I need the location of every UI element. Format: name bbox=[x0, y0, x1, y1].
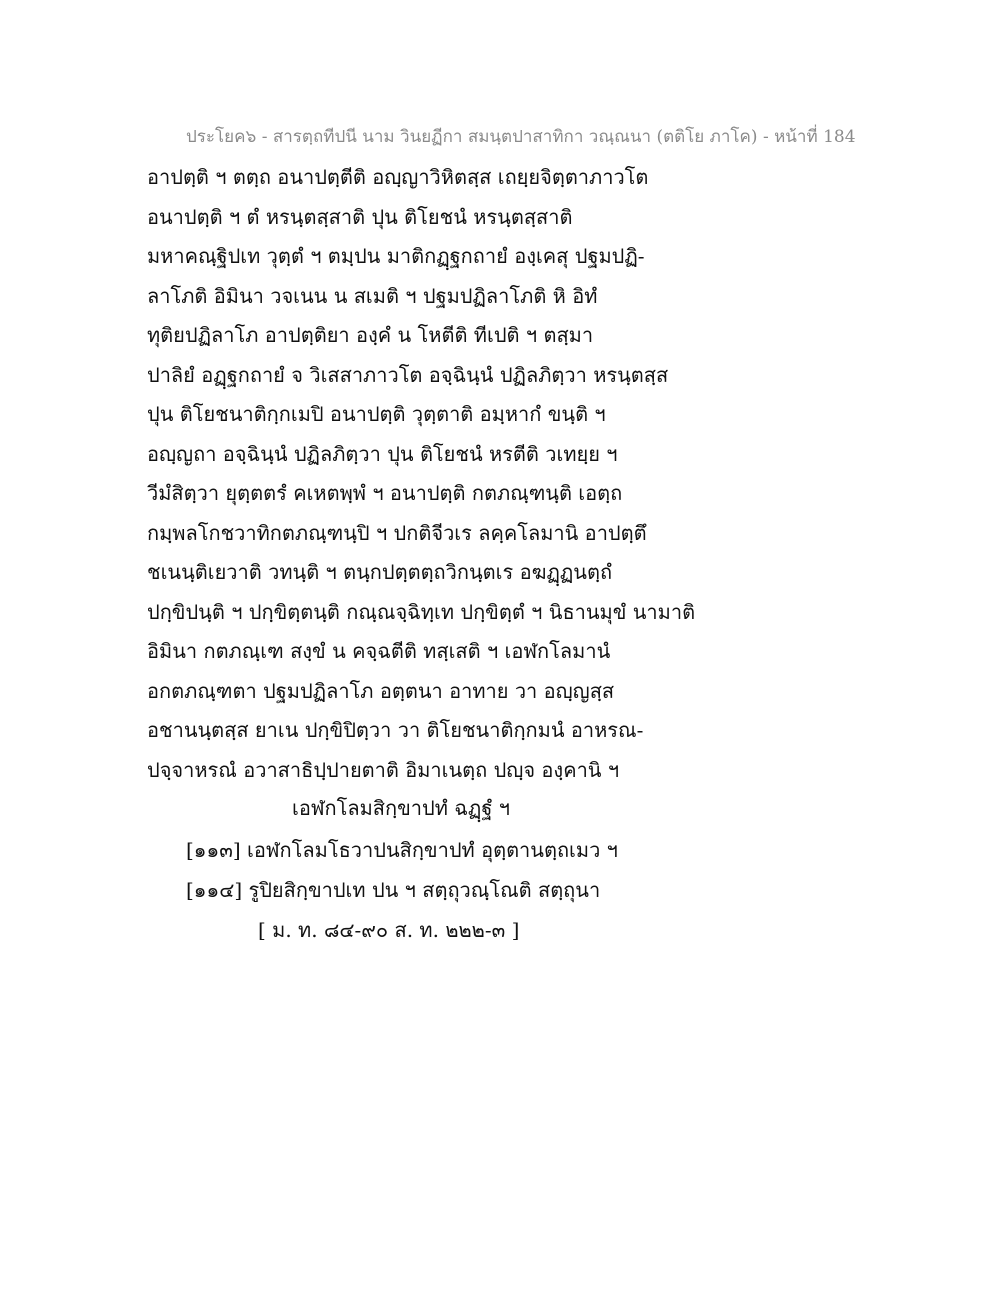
rule-title: เอฬกโลมสิกฺขาปทํ ฉฏฺฐํ ฯ bbox=[292, 796, 510, 820]
text-line: ปาลิยํ อฏฺฐกถายํ จ วิเสสาภาวโต อจฺฉินฺนํ ปฏิลภิตฺวา หรนฺตสฺส bbox=[147, 362, 669, 387]
text-line: อกตภณฺฑตา ปฐมปฏิลาโภ อตฺตนา อาทาย วา อญฺญสฺส bbox=[147, 678, 615, 703]
text-line: อนาปตฺติ ฯ ตํ หรนฺตสฺสาติ ปุน ติโยชนํ หรนฺตสฺสาติ bbox=[147, 204, 573, 229]
text-line: ทุติยปฏิลาโภ อาปตฺติยา องฺคํ น โหตีติ ทีเปติ ฯ ตสฺมา bbox=[147, 323, 594, 347]
reference-citation: [ ม. ท. ๘๔-๙๐ ส. ท. ๒๒๒-๓ ] bbox=[258, 918, 520, 942]
text-line: ปจฺจาหรณํ อวาสาธิปฺปายตาติ อิมาเนตฺถ ปญฺจ องฺคานิ ฯ bbox=[147, 757, 620, 782]
paragraph-113: [๑๑๓] เอฬกโลมโธวาปนสิกฺขาปทํ อุตฺตานตฺถเมว ฯ bbox=[186, 838, 618, 862]
paragraph-114: [๑๑๔] รูปิยสิกฺขาปเท ปน ฯ สตฺถุวณฺโณติ สตฺถุนา bbox=[186, 878, 601, 902]
text-line: มหาคณฺฐิปเท วุตฺตํ ฯ ตมฺปน มาติกฏฺฐกถายํ องฺเคสุ ปฐมปฏิ- bbox=[147, 244, 645, 268]
text-line: กมฺพลโกชวาทิกตภณฺฑนฺปิ ฯ ปกติจีวเร ลคฺคโลมานิ อาปตฺตึ bbox=[147, 520, 647, 545]
text-line: ลาโภติ อิมินา วจเนน น สเมติ ฯ ปฐมปฏิลาโภติ หิ อิทํ bbox=[147, 283, 598, 308]
text-line: วีมํสิตฺวา ยุตฺตตรํ คเหตพฺพํ ฯ อนาปตฺติ กตภณฺฑนฺติ เอตฺถ bbox=[147, 481, 623, 505]
text-line: อชานนฺตสฺส ยาเน ปกฺขิปิตฺวา วา ติโยชนาติกฺกมนํ อาหรณ- bbox=[147, 718, 644, 742]
text-line: อญฺญถา อจฺฉินฺนํ ปฏิลภิตฺวา ปุน ติโยชนํ หรตีติ วเทยฺย ฯ bbox=[147, 441, 618, 466]
text-line: ชเนนฺติเยวาติ วทนฺติ ฯ ตนฺกปตฺตตฺถวิกนฺตเร อฆฏฺฏนตฺถํ bbox=[147, 560, 613, 584]
text-line: อาปตฺติ ฯ ตตฺถ อนาปตฺตีติ อญฺญาวิหิตสฺส เถยฺยจิตฺตาภาวโต bbox=[147, 165, 649, 189]
page-header: ประโยค๖ - สารตฺถทีปนี นาม วินยฏีกา สมนฺตปาสาทิกา วณฺณนา (ตติโย ภาโค) - หน้าที่ 184 bbox=[186, 127, 856, 147]
text-line: อิมินา กตภณฺเฑ สงฺขํ น คจฺฉตีติ ทสฺเสติ ฯ เอฬกโลมานํ bbox=[147, 639, 611, 663]
body-text bbox=[147, 158, 847, 790]
text-line: ปกฺขิปนฺติ ฯ ปกฺขิตฺตนฺติ กณฺณจฺฉิทฺเท ปกฺขิตฺตํ ฯ นิธานมุขํ นามาติ bbox=[147, 599, 696, 624]
text-line: ปุน ติโยชนาติกฺกเมปิ อนาปตฺติ วุตฺตาติ อมฺหากํ ขนฺติ ฯ bbox=[147, 402, 606, 426]
